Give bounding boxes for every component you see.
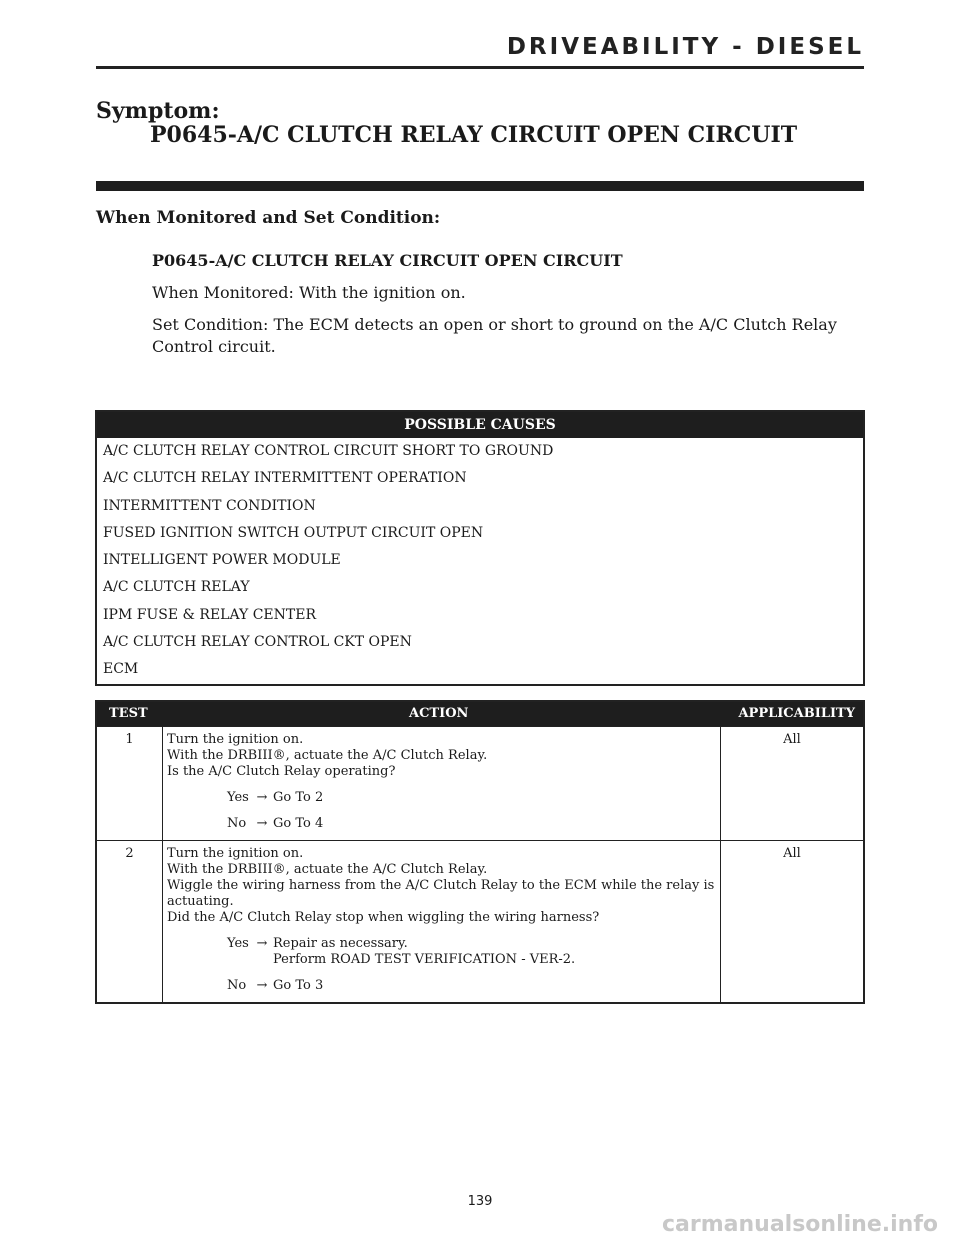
page-number: 139 (467, 1194, 493, 1209)
cause-item: A/C CLUTCH RELAY CONTROL CKT OPEN (103, 634, 412, 651)
cause-item: A/C CLUTCH RELAY (103, 579, 250, 596)
no-result: Go To 3 (273, 978, 324, 993)
cause-item: INTELLIGENT POWER MODULE (103, 552, 341, 569)
when-monitored: When Monitored: With the ignition on. (152, 283, 466, 302)
cause-item: INTERMITTENT CONDITION (103, 497, 316, 514)
action-line: Did the A/C Clutch Relay stop when wiggling the wiring harness? (167, 910, 600, 925)
action-line: Is the A/C Clutch Relay operating? (167, 764, 396, 779)
page-header-title: DRIVEABILITY - DIESEL (506, 34, 864, 60)
col-action-header: ACTION (409, 706, 469, 721)
action-line: Turn the ignition on. (167, 846, 304, 861)
monitor-heading: When Monitored and Set Condition: (96, 208, 441, 228)
no-label: No (227, 816, 247, 831)
table-row (97, 726, 863, 840)
yes-label: Yes (227, 790, 249, 805)
cause-item: A/C CLUTCH RELAY CONTROL CIRCUIT SHORT TO GROUND (103, 443, 554, 459)
no-choice (167, 816, 716, 832)
test-table-header (97, 702, 863, 726)
cause-item: ECM (103, 661, 139, 678)
col-test-header: TEST (109, 706, 148, 721)
section-divider (96, 181, 864, 191)
applicability: All (783, 732, 801, 747)
applicability: All (783, 846, 801, 861)
header-rule (96, 66, 864, 69)
test-number: 1 (97, 727, 163, 840)
test-action (163, 727, 721, 840)
test-table (95, 700, 865, 1004)
yes-choice (167, 790, 716, 806)
cause-item: A/C CLUTCH RELAY INTERMITTENT OPERATION (103, 470, 467, 487)
yes-result: Go To 2 (273, 790, 324, 805)
yes-result-line: Perform ROAD TEST VERIFICATION - VER-2. (273, 952, 576, 967)
no-result: Go To 4 (273, 816, 324, 831)
action-line: Wiggle the wiring harness from the A/C Clutch Relay to the ECM while the relay is actuating. (167, 878, 715, 909)
arrow-icon: → (256, 978, 268, 993)
yes-result (273, 936, 716, 968)
yes-label: Yes (227, 936, 249, 951)
yes-result-line: Repair as necessary. (273, 936, 408, 951)
monitor-block (152, 250, 864, 368)
action-line: With the DRBIII®, actuate the A/C Clutch Relay. (167, 862, 488, 877)
set-condition: Set Condition: The ECM detects an open or short to ground on the A/C Clutch Relay Control circuit. (152, 315, 837, 356)
test-action (163, 841, 721, 1002)
yes-choice (167, 936, 716, 968)
no-choice (167, 978, 716, 994)
cause-item: IPM FUSE & RELAY CENTER (103, 606, 316, 623)
no-label: No (227, 978, 247, 993)
col-applicability-header: APPLICABILITY (738, 706, 855, 721)
arrow-icon: → (256, 936, 268, 951)
table-row (97, 840, 863, 1002)
cause-item: FUSED IGNITION SWITCH OUTPUT CIRCUIT OPEN (103, 524, 484, 541)
possible-causes-heading: POSSIBLE CAUSES (97, 412, 863, 438)
action-line: Turn the ignition on. (167, 732, 304, 747)
action-line: With the DRBIII®, actuate the A/C Clutch Relay. (167, 748, 488, 763)
arrow-icon: → (256, 816, 268, 831)
monitor-code: P0645-A/C CLUTCH RELAY CIRCUIT OPEN CIRCUIT (152, 251, 623, 270)
possible-causes-box (95, 410, 865, 686)
symptom-label: Symptom: (96, 98, 220, 124)
test-number: 2 (97, 841, 163, 1002)
symptom-code: P0645-A/C CLUTCH RELAY CIRCUIT OPEN CIRCUIT (150, 122, 798, 148)
watermark: carmanualsonline.info (662, 1212, 938, 1237)
arrow-icon: → (256, 790, 268, 805)
